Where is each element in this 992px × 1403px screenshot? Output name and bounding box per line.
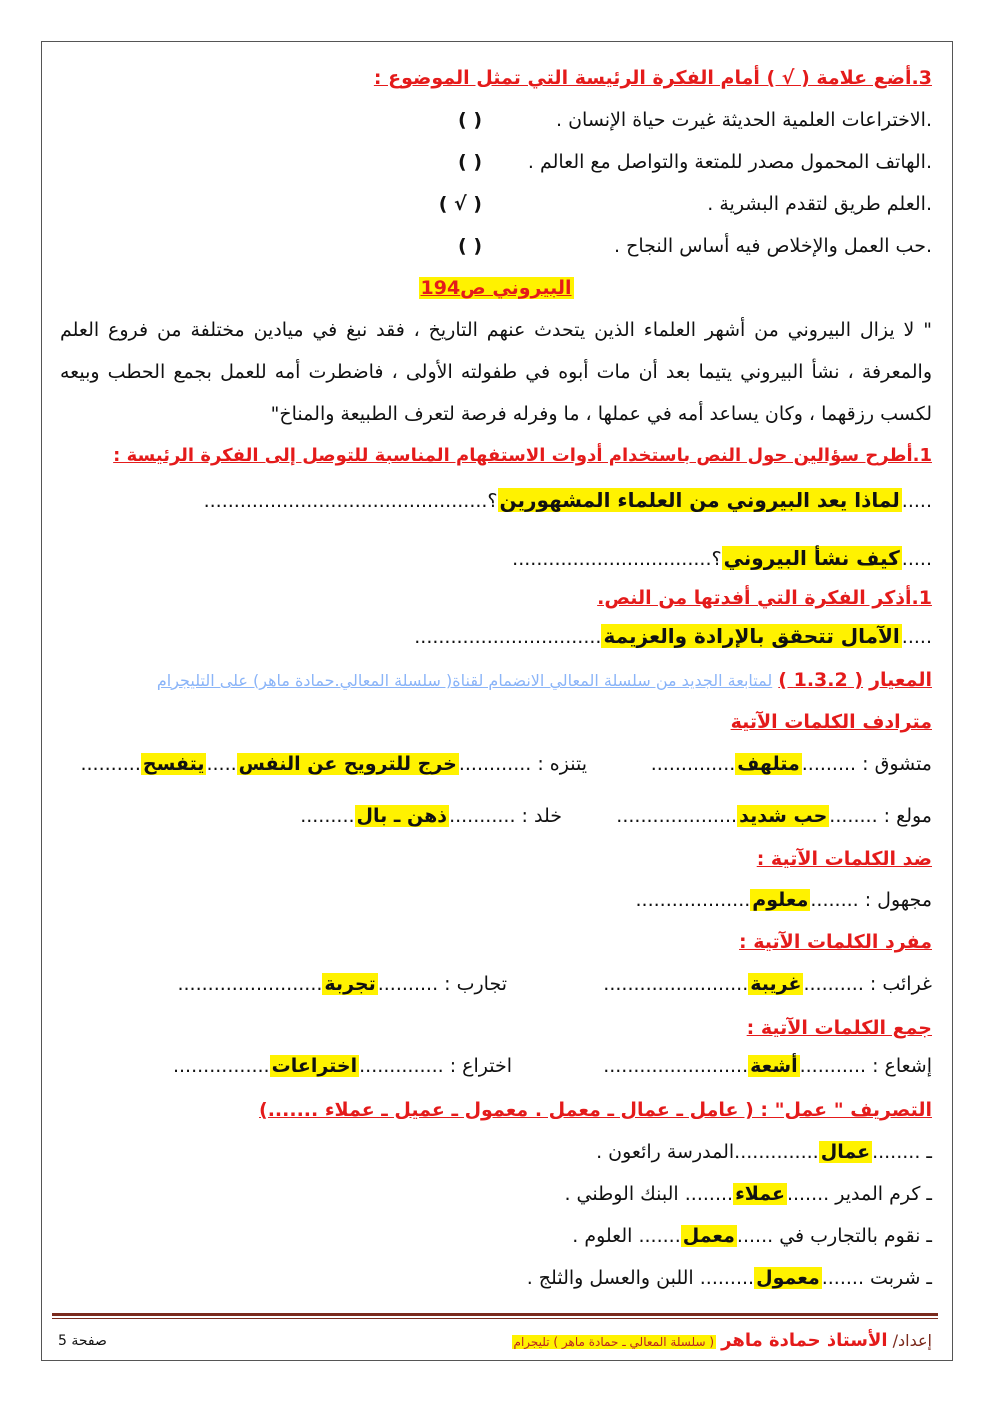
option-text: .الهاتف المحمول مصدر للمتعة والتواصل مع العالم . <box>527 151 932 173</box>
antonym-answer: معلوم <box>752 889 809 911</box>
dots: ......... <box>300 805 355 827</box>
q3-option-1 <box>556 104 932 136</box>
singular-answer: غريبة <box>750 973 802 995</box>
synonym-answer-2: يتفسح <box>142 753 205 775</box>
dots: ..... <box>901 490 932 512</box>
option-text: .العلم طريق لتقدم البشرية . <box>707 193 932 215</box>
conjugation-answer: عملاء <box>735 1183 785 1205</box>
singular-1 <box>603 968 932 1000</box>
dots: ..... <box>206 753 237 775</box>
synonym-1 <box>651 748 932 780</box>
footer-credit <box>512 1325 932 1358</box>
word: تجارب : .......... <box>377 973 507 995</box>
synonym-2 <box>80 748 587 780</box>
dots: ؟............................................... <box>203 490 498 512</box>
sentence-end: ......... اللبن والعسل والثلج . <box>526 1267 755 1289</box>
word: متشوق : ......... <box>801 753 932 775</box>
standard-code: ( 1.3.2 ) <box>778 669 864 691</box>
q1-answer-1-row <box>204 484 932 517</box>
conjugation-answer: معمول <box>756 1267 820 1289</box>
dots: ................ <box>172 1055 270 1077</box>
sentence-start: ـ نقوم بالتجارب في ...... <box>736 1225 932 1247</box>
footer-rule <box>52 1313 938 1316</box>
passage-line-1: " لا يزال البيروني من أشهر العلماء الذين يتحدث عنهم التاريخ ، فقد نبغ في ميادين مختلفة من فروع العلم <box>60 319 932 341</box>
q3-title: 3.أضع علامة ( √ ) أمام الفكرة الرئيسة التي تمثل الموضوع : <box>373 67 932 89</box>
q3-option-3 <box>707 188 932 220</box>
dots: .................... <box>616 805 738 827</box>
synonym-answer: حب شديد <box>739 805 828 827</box>
plural-answer: اختراعات <box>271 1055 358 1077</box>
passage-title: البيروني ص194 <box>420 277 572 299</box>
synonym-4 <box>300 800 562 832</box>
conjugation-answer: عمال <box>820 1141 871 1163</box>
dots: ........................ <box>177 973 323 995</box>
singular-2 <box>177 968 507 1000</box>
conjugation-sentence-4 <box>527 1262 932 1294</box>
q1-answer-2: كيف نشأ البيروني <box>723 546 900 570</box>
standard-label: المعيار <box>869 669 932 691</box>
sentence-start: ـ شربت ....... <box>821 1267 932 1289</box>
word: خلد : ........... <box>449 805 562 827</box>
word: مجهول : ........ <box>810 889 932 911</box>
passage-line-2: والمعرفة ، نشأ البيروني يتيما بعد أن مات أبوه في طفولته الأولى ، فاضطرت أمه للعمل بجمع الحطب وبيعه <box>60 361 932 383</box>
plural-answer: أشعة <box>750 1055 798 1077</box>
q3-option-2 <box>528 146 932 178</box>
dots: .......... <box>80 753 141 775</box>
q2-answer: الآمال تتحقق بالإرادة والعزيمة <box>603 624 900 648</box>
dots: .............. <box>650 753 736 775</box>
synonym-answer: ذهن ـ بال <box>356 805 448 827</box>
word: غرائب : .......... <box>803 973 932 995</box>
q3-option-4-mark[interactable]: ( ) <box>458 235 482 257</box>
q2-title: 1.أذكر الفكرة التي أفدتها من النص. <box>597 587 932 609</box>
sentence-start: ـ ........ <box>872 1141 932 1163</box>
plural-2 <box>173 1050 512 1082</box>
dots: ..... <box>901 548 932 570</box>
conjugation-sentence-1 <box>596 1136 932 1168</box>
word: مولع : ........ <box>829 805 932 827</box>
sentence-end: ....... العلوم . <box>572 1225 681 1247</box>
footer-channel: ( سلسلة المعالي ـ حمادة ماهر ) تليجرام <box>513 1335 715 1349</box>
q3-option-3-mark[interactable]: ( √ ) <box>438 193 482 215</box>
dots: ........................ <box>603 973 749 995</box>
option-text: .حب العمل والإخلاص فيه أساس النجاح . <box>614 235 932 257</box>
q1-answer-1: لماذا يعد البيروني من العلماء المشهورين <box>499 488 900 512</box>
sentence-end: ........ البنك الوطني . <box>564 1183 734 1205</box>
synonym-answer: متلهف <box>737 753 800 775</box>
antonyms-title: ضد الكلمات الآتية : <box>756 848 932 870</box>
q3-option-2-mark[interactable]: ( ) <box>458 151 482 173</box>
q1-title: 1.أطرح سؤالين حول النص باستخدام أدوات الاستفهام المناسبة للتوصل إلى الفكرة الرئيسة : <box>113 445 932 466</box>
synonym-3 <box>616 800 932 832</box>
footer-prefix: إعداد/ <box>892 1331 932 1350</box>
telegram-link[interactable]: لمتابعة الجديد من سلسلة المعالي الانضمام لقناة( سلسلة المعالي.حمادة ماهر) على التليجرام <box>156 671 773 690</box>
dots: ................... <box>635 889 751 911</box>
singular-title: مفرد الكلمات الآتية : <box>739 931 932 953</box>
conjugation-title: التصريف " عمل" : ( عامل ـ عمال ـ معمل . معمول ـ عميل ـ عملاء .......) <box>259 1099 932 1121</box>
dots: ..... <box>901 626 932 648</box>
word: إشعاع : ........... <box>799 1055 932 1077</box>
dots: ........................ <box>603 1055 749 1077</box>
singular-answer: تجربة <box>324 973 376 995</box>
sentence-end: ..............المدرسة رائعون . <box>596 1141 819 1163</box>
conjugation-answer: معمل <box>682 1225 735 1247</box>
dots: ............................... <box>414 626 602 648</box>
passage-line-3: لكسب رزقهما ، وكان يساعد أمه في عملها ، ما وفرله فرصة لتعرف الطبيعة والمناخ" <box>270 403 932 425</box>
q3-option-1-mark[interactable]: ( ) <box>458 109 482 131</box>
option-text: .الاختراعات العلمية الحديثة غيرت حياة الإنسان . <box>556 109 932 131</box>
plural-1 <box>603 1050 932 1082</box>
sentence-start: ـ كرم المدير ....... <box>786 1183 932 1205</box>
footer-rule-thin <box>52 1318 938 1319</box>
dots: ؟................................. <box>512 548 722 570</box>
q1-answer-2-row <box>512 542 932 575</box>
conjugation-sentence-3 <box>572 1220 932 1252</box>
q2-answer-row <box>414 620 932 653</box>
antonym-1 <box>636 884 932 916</box>
word: اختراع : .............. <box>359 1055 512 1077</box>
conjugation-sentence-2 <box>564 1178 932 1210</box>
standard-row <box>157 664 932 697</box>
q3-option-4 <box>614 230 932 262</box>
synonyms-title: مترادف الكلمات الآتية <box>730 711 932 733</box>
footer-author: الأستاذ حمادة ماهر <box>721 1330 888 1351</box>
plural-title: جمع الكلمات الآتية : <box>746 1017 932 1039</box>
page-number: صفحة 5 <box>58 1333 107 1349</box>
synonym-answer: خرج للترويح عن النفس <box>238 753 457 775</box>
passage-title-row <box>0 272 992 304</box>
word: يتنزه : ............ <box>458 753 587 775</box>
